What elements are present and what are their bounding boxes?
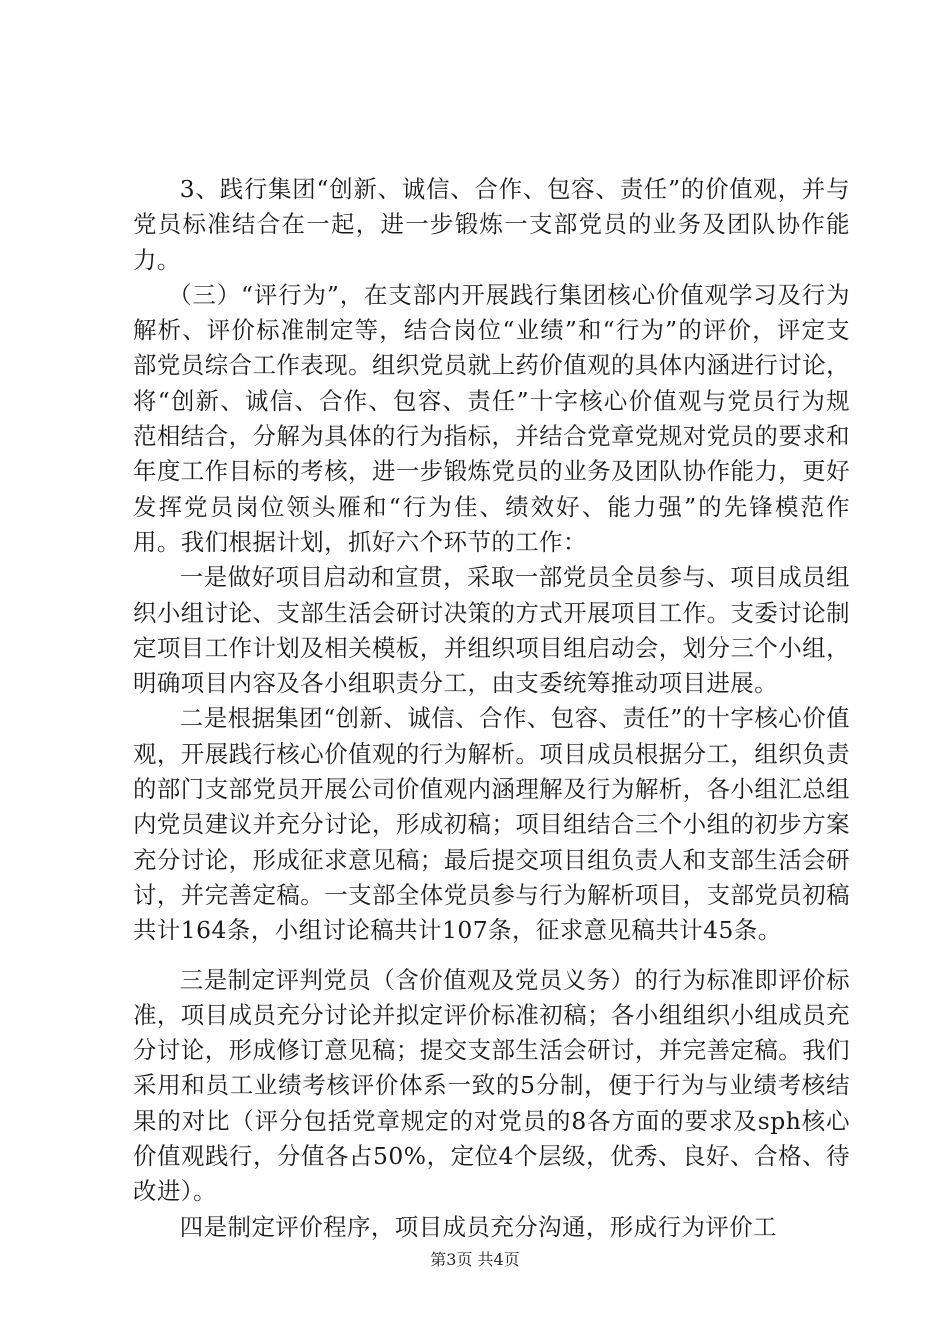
document-body: [133, 172, 850, 1245]
paragraph-step-two: 二是根据集团“创新、诚信、合作、包容、责任”的十字核心价值观，开展践行核心价值观的行为解析。项目成员根据分工，组织负责的部门支部党员开展公司价值观内涵理解及行为解析，各小组汇总组内党员建议并充分讨论，形成初稿；项目组结合三个小组的初步方案充分讨论，形成征求意见稿；最后提交项目组负责人和支部生活会研讨，并完善定稿。一支部全体党员参与行为解析项目，支部党员初稿共计164条，小组讨论稿共计107条，征求意见稿共计45条。: [133, 704, 850, 945]
paragraph-step-three: 三是制定评判党员（含价值观及党员义务）的行为标准即评价标准，项目成员充分讨论并拟定评价标准初稿；各小组组织小组成员充分讨论，形成修订意见稿；提交支部生活会研讨，并完善定稿。我们采用和员工业绩考核评价体系一致的5分制，便于行为与业绩考核结果的对比（评分包括党章规定的对党员的8各方面的要求及sph核心价值观践行，分值各占50%，定位4个层级，优秀、良好、合格、待改进）。: [133, 965, 850, 1206]
paragraph-evaluate-behavior: （三）“评行为”，在支部内开展践行集团核心价值观学习及行为解析、评价标准制定等，结合岗位“业绩”和“行为”的评价，评定支部党员综合工作表现。组织党员就上药价值观的具体内涵进行讨论，将“创新、诚信、合作、包容、责任”十字核心价值观与党员行为规范相结合，分解为具体的行为指标，并结合党章党规对党员的要求和年度工作目标的考核，进一步锻炼党员的业务及团队协作能力，更好发挥党员岗位领头雁和“行为佳、绩效好、能力强”的先锋模范作用。我们根据计划，抓好六个环节的工作：: [133, 280, 850, 556]
paragraph-step-four: 四是制定评价程序，项目成员充分沟通，形成行为评价工: [179, 1212, 778, 1241]
paragraph-practice-values: 3、践行集团“创新、诚信、合作、包容、责任”的价值观，并与党员标准结合在一起，进一步锻炼一支部党员的业务及团队协作能力。: [133, 175, 850, 274]
paragraph-step-one: 一是做好项目启动和宣贯，采取一部党员全员参与、项目成员组织小组讨论、支部生活会研讨决策的方式开展项目工作。支委讨论制定项目工作计划及相关模板，并组织项目组启动会，划分三个小组，明确项目内容及各小组职责分工，由支委统筹推动项目进展。: [133, 563, 850, 698]
page-number-footer: 第3页 共4页: [430, 1250, 520, 1269]
